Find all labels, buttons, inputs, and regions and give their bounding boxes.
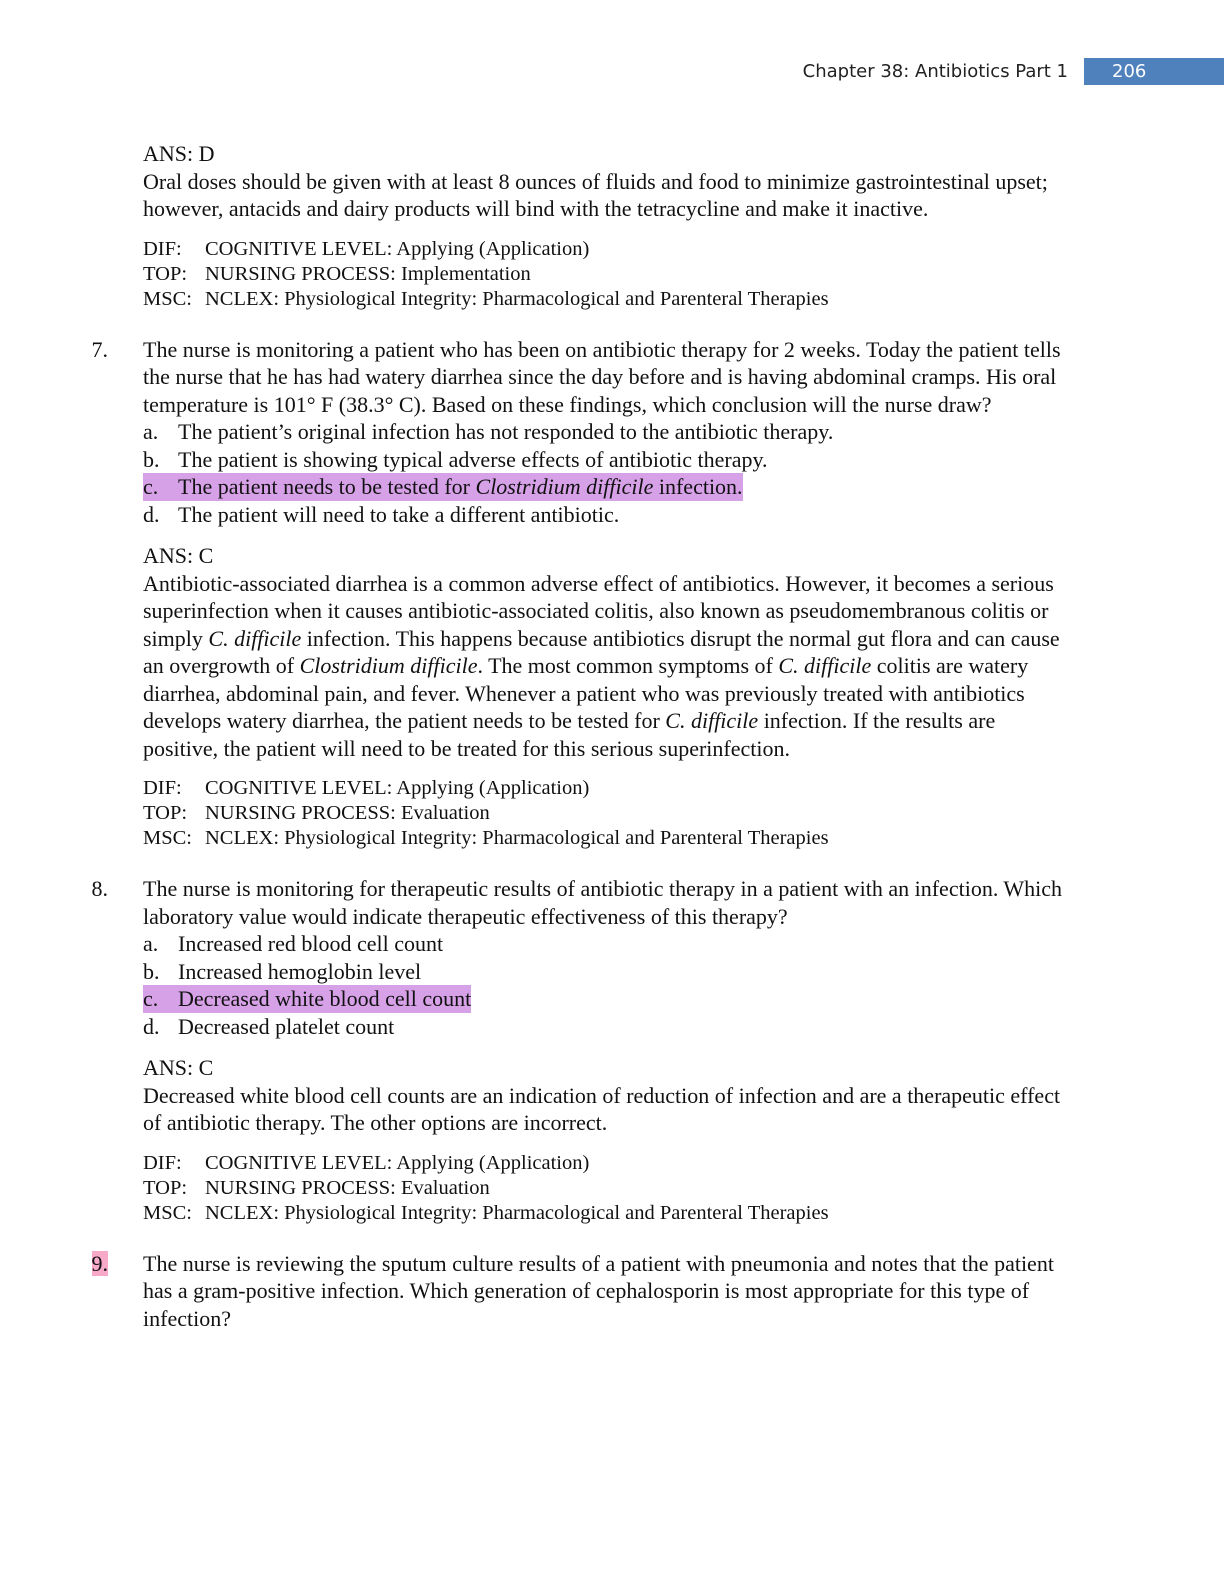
dif-value: COGNITIVE LEVEL: Applying (Application) <box>205 237 590 260</box>
q6-answer: ANS: D <box>143 141 215 166</box>
chapter-title: Chapter 38: Antibiotics Part 1 <box>802 61 1068 82</box>
q8-answer: ANS: C <box>143 1055 214 1080</box>
question-9 <box>0 1250 1224 1333</box>
q7-option-b: b. The patient is showing typical adverse effects of antibiotic therapy. <box>143 446 768 472</box>
question-number: 8. <box>91 876 108 901</box>
q8-option-b: b. Increased hemoglobin level <box>143 958 422 984</box>
dif-label: DIF: <box>143 237 182 260</box>
question-text: The nurse is reviewing the sputum culture results of a patient with pneumonia and notes that the patient has a gram-positive infection. Which generation of cephalosporin is most appropriate for this type of infection? <box>143 1250 1054 1331</box>
q8-option-c-highlighted <box>143 985 1224 1013</box>
msc-label: MSC: <box>143 287 192 310</box>
page-header <box>803 58 1224 85</box>
q7-answer: ANS: C <box>143 543 214 568</box>
msc-value: NCLEX: Physiological Integrity: Pharmacological and Parenteral Therapies <box>205 287 829 310</box>
answer-highlight: c. The patient needs to be tested for Clostridium difficile infection. <box>143 474 743 499</box>
question-8 <box>0 875 1224 930</box>
q7-option-a: a. The patient’s original infection has not responded to the antibiotic therapy. <box>143 419 834 444</box>
page-number: 206 <box>1084 58 1224 85</box>
question-7 <box>0 336 1224 419</box>
question-number: 7. <box>91 336 108 362</box>
q7-rationale: Antibiotic-associated diarrhea is a common adverse effect of antibiotics. However, it becomes a serious superinfection when it causes antibiotic-associated colitis, also known as pseudomembranous colitis or simply C. difficile infection. This happens because antibiotics disrupt the normal gut flora and can cause an overgrowth of Clostridium difficile. The most common symptoms of C. difficile colitis are watery diarrhea, abdominal pain, and fever. Whenever a patient who was previously treated with antibiotics develops watery diarrhea, the patient needs to be tested for C. difficile infection. If the results are positive, the patient will need to be treated for this serious superinfection. <box>143 570 1060 761</box>
top-value: NURSING PROCESS: Implementation <box>205 262 531 285</box>
q7-option-d: d. The patient will need to take a different antibiotic. <box>143 501 620 527</box>
page-content <box>0 140 1224 1332</box>
q8-option-a: a. Increased red blood cell count <box>143 931 444 956</box>
q7-option-c-highlighted <box>143 473 1224 501</box>
top-label: TOP: <box>143 262 188 285</box>
q6-rationale: Oral doses should be given with at least 8 ounces of fluids and food to minimize gastrointestinal upset; however, antacids and dairy products will bind with the tetracycline and make it inactive. <box>143 168 1048 221</box>
q6-metadata <box>143 237 1224 312</box>
question-text: The nurse is monitoring a patient who has been on antibiotic therapy for 2 weeks. Today the patient tells the nurse that he has had watery diarrhea since the day before and is having abdominal cramps. His oral temperature is 101° F (38.3° C). Based on these findings, which conclusion will the nurse draw? <box>143 336 1061 417</box>
q8-metadata: DIF: COGNITIVE LEVEL: Applying (Application) TOP: NURSING PROCESS: Evaluation MSC: NCLEX: Physiological Integrity: Pharmacological and Parenteral Therapies <box>143 1151 829 1224</box>
q8-option-d: d. Decreased platelet count <box>143 1013 395 1039</box>
question-number-highlighted: 9. <box>91 1250 108 1276</box>
q8-rationale: Decreased white blood cell counts are an indication of reduction of infection and are a therapeutic effect of antibiotic therapy. The other options are incorrect. <box>143 1082 1061 1135</box>
answer-highlight: c. Decreased white blood cell count <box>143 986 472 1011</box>
question-text: The nurse is monitoring for therapeutic results of antibiotic therapy in a patient with an infection. Which laboratory value would indicate therapeutic effectiveness of this therapy? <box>143 876 1063 929</box>
q7-metadata: DIF: COGNITIVE LEVEL: Applying (Application) TOP: NURSING PROCESS: Evaluation MSC: NCLEX: Physiological Integrity: Pharmacological and Parenteral Therapies <box>143 777 829 849</box>
